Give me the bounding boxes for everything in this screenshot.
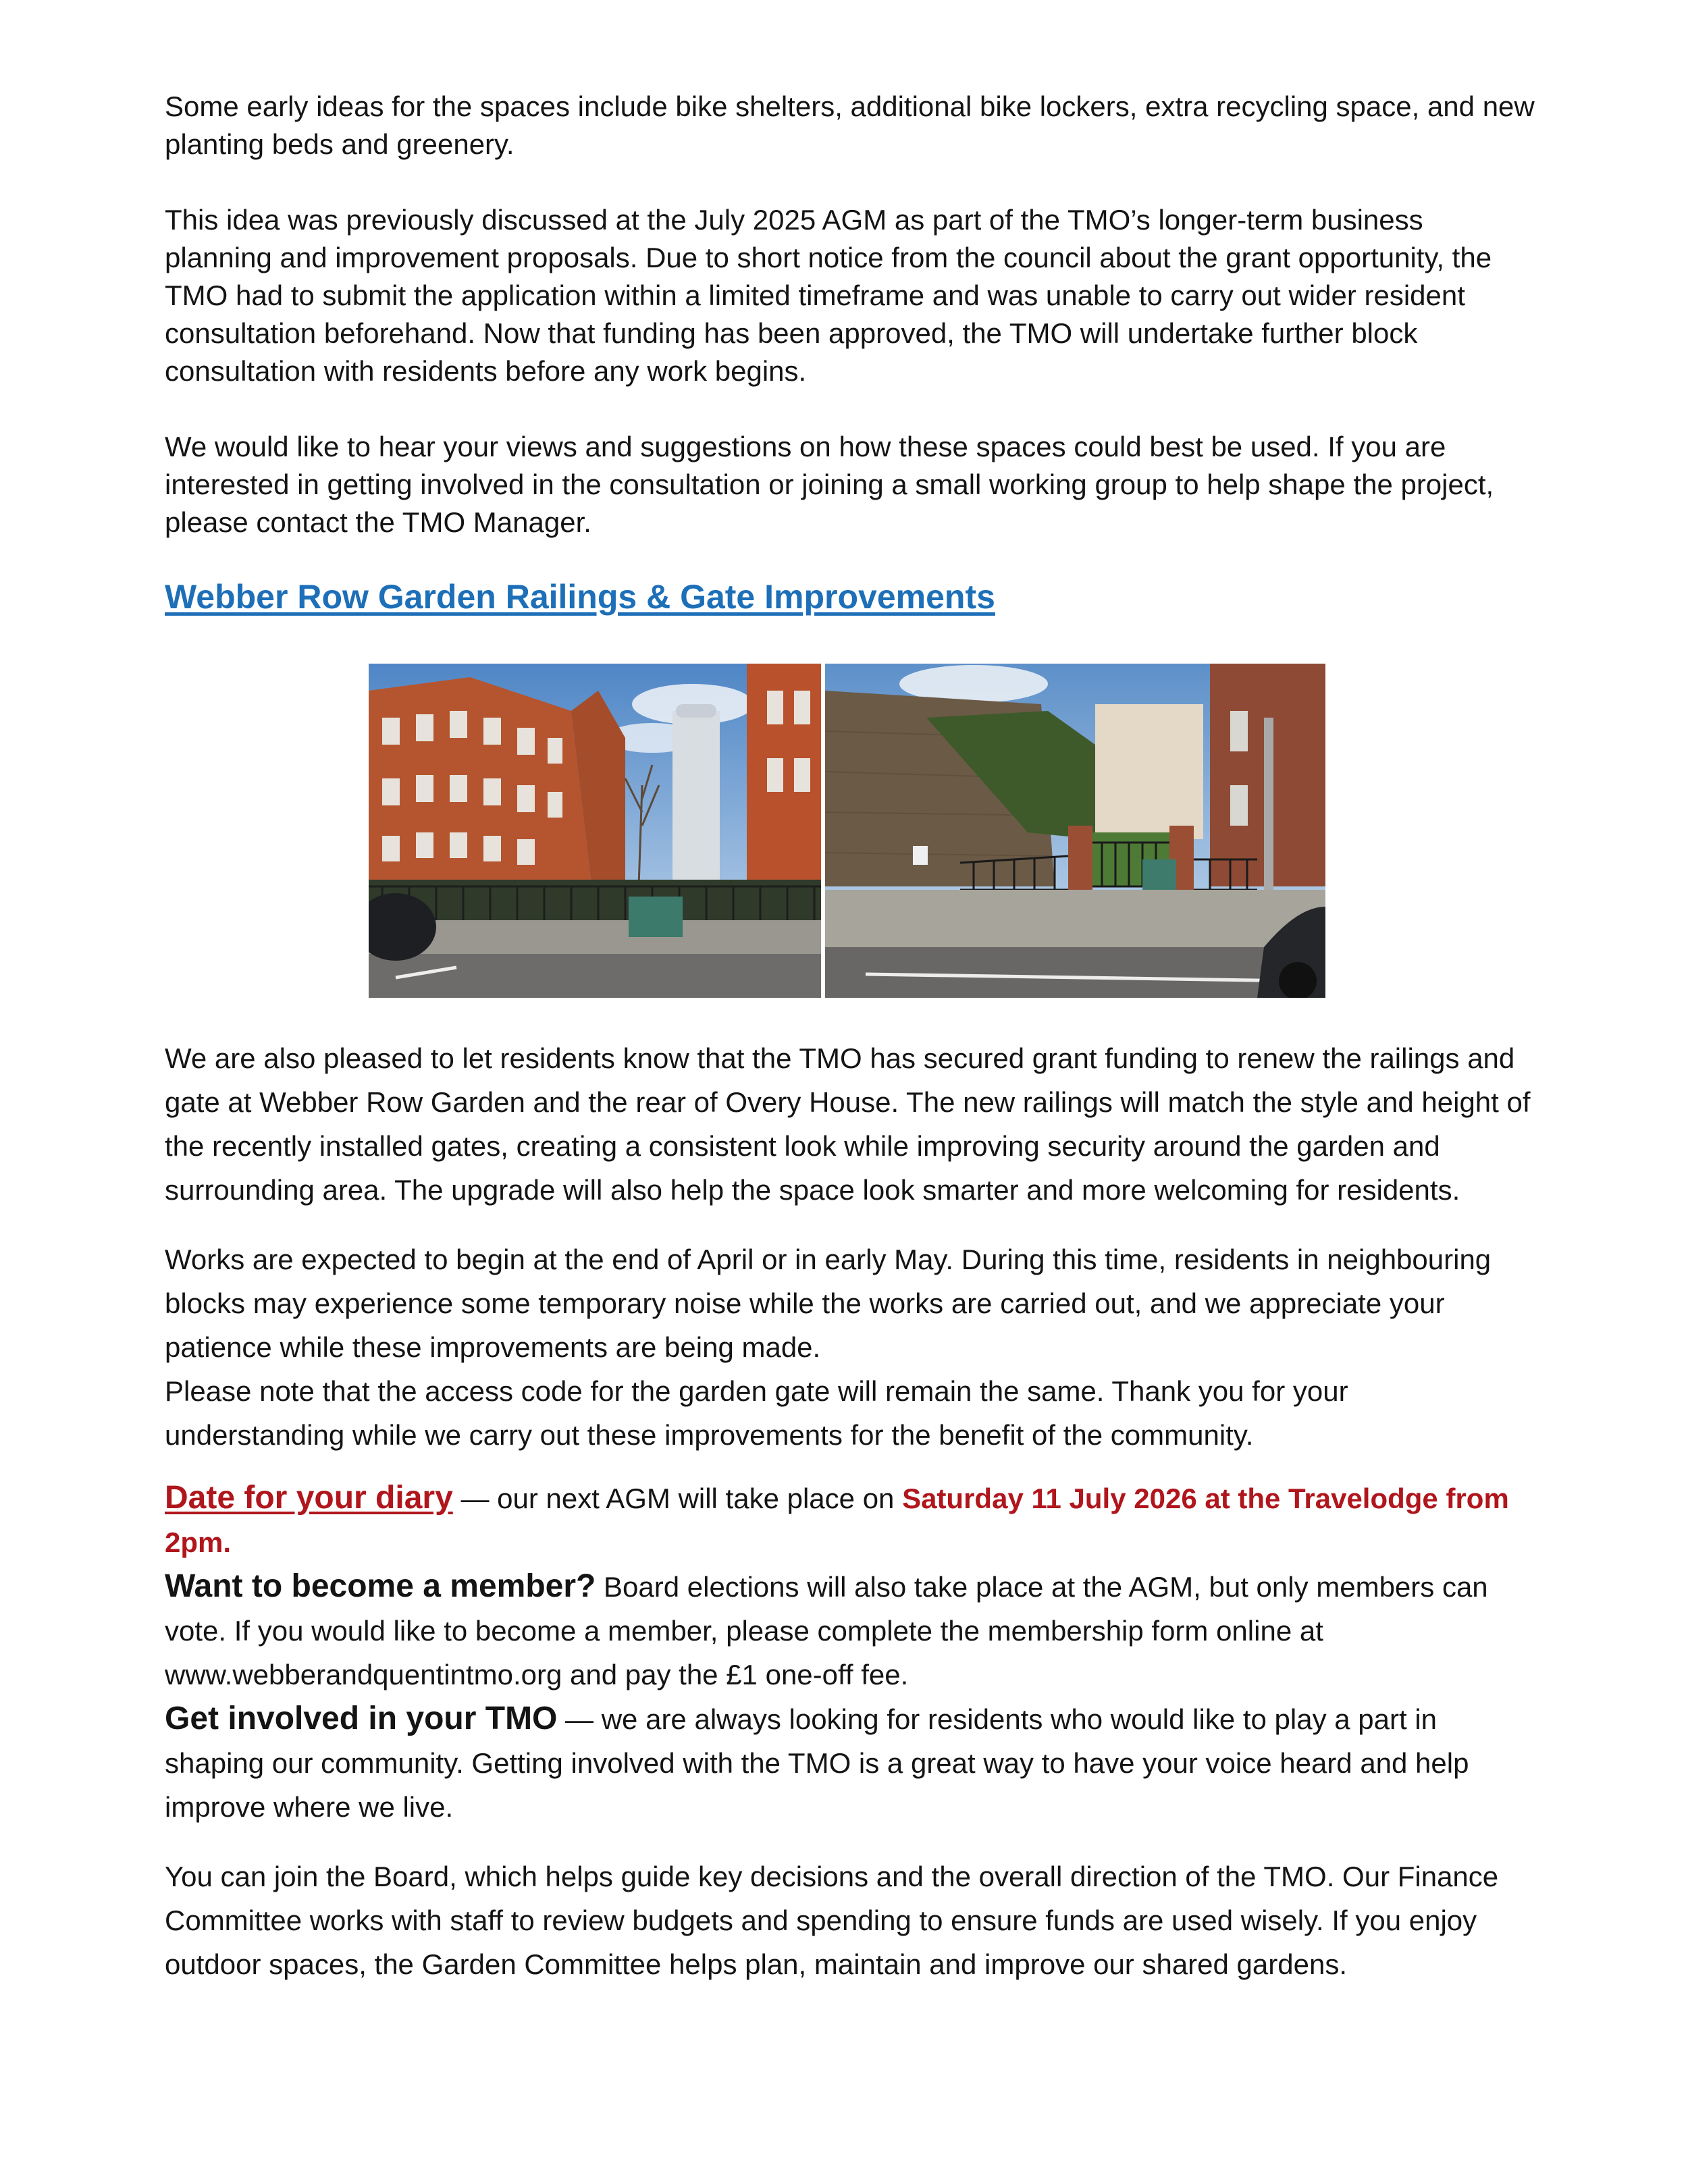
railings-paragraph-access: Please note that the access code for the garden gate will remain the same. Thank you for your understanding while we carry out these improvements for the benefit of the community. <box>165 1375 1348 1451</box>
railings-section-heading[interactable]: Webber Row Garden Railings & Gate Improvements <box>165 578 995 616</box>
intro-paragraph-background: This idea was previously discussed at the July 2025 AGM as part of the TMO’s longer-term business planning and improvement proposals. Due to short notice from the council about the grant opportunity, the TMO had to submit the application within a limited timeframe and was unable to carry out wider resident consultation beforehand. Now that funding has been approved, the TMO will undertake further block consultation with residents before any work begins. <box>165 204 1492 387</box>
intro-paragraph-feedback: We would like to hear your views and suggestions on how these spaces could best be used. If you are interested in getting involved in the consultation or joining a small working group to help shape the project, please contact the TMO Manager. <box>165 431 1494 538</box>
diary-paragraph <box>165 1476 1535 1564</box>
involved-paragraph <box>165 1697 1535 1829</box>
member-paragraph <box>165 1564 1535 1697</box>
diary-label: Date for your diary <box>165 1480 453 1516</box>
garden-street-image <box>369 664 821 998</box>
garden-gate-image <box>825 664 1325 998</box>
involved-text: — we are always looking for residents who would like to play a part in shaping our community. Getting involved with the TMO is a great way to have your voice heard and help improve where we live. <box>165 1703 1469 1823</box>
diary-text: — our next AGM will take place on <box>452 1483 903 1514</box>
garden-street-photo <box>369 664 821 998</box>
involved-label: Get involved in your TMO <box>165 1701 558 1736</box>
member-text: Board elections will also take place at the AGM, but only members can vote. If you would like to become a member, please complete the membership form online at www.webberandquentintmo.org and pay the £1 one-off fee. <box>165 1571 1488 1690</box>
closing-paragraph: You can join the Board, which helps guide key decisions and the overall direction of the TMO. Our Finance Committee works with staff to review budgets and spending to ensure funds are used wisely. If you enjoy outdoor spaces, the Garden Committee helps plan, maintain and improve our shared gardens. <box>165 1861 1499 1980</box>
member-label: Want to become a member? <box>165 1568 596 1604</box>
diary-highlight: Saturday 11 July 2026 at the Travelodge from 2pm. <box>165 1483 1509 1558</box>
document-page-continued <box>165 1036 1535 1986</box>
intro-paragraph-ideas: Some early ideas for the spaces include bike shelters, additional bike lockers, extra recycling space, and new planting beds and greenery. <box>165 90 1535 160</box>
garden-gate-photo <box>825 664 1325 998</box>
railings-paragraph-works: Works are expected to begin at the end of April or in early May. During this time, residents in neighbouring blocks may experience some temporary noise while the works are carried out, and we appreciate your patience while these improvements are being made. <box>165 1244 1492 1363</box>
railings-paragraph-funding: We are also pleased to let residents know that the TMO has secured grant funding to renew the railings and gate at Webber Row Garden and the rear of Overy House. The new railings will match the style and height of the recently installed gates, creating a consistent look while improving security around the garden and surrounding area. The upgrade will also help the space look smarter and more welcoming for residents. <box>165 1042 1531 1206</box>
document-page <box>165 88 1535 617</box>
railings-photo-strip <box>369 664 1325 998</box>
